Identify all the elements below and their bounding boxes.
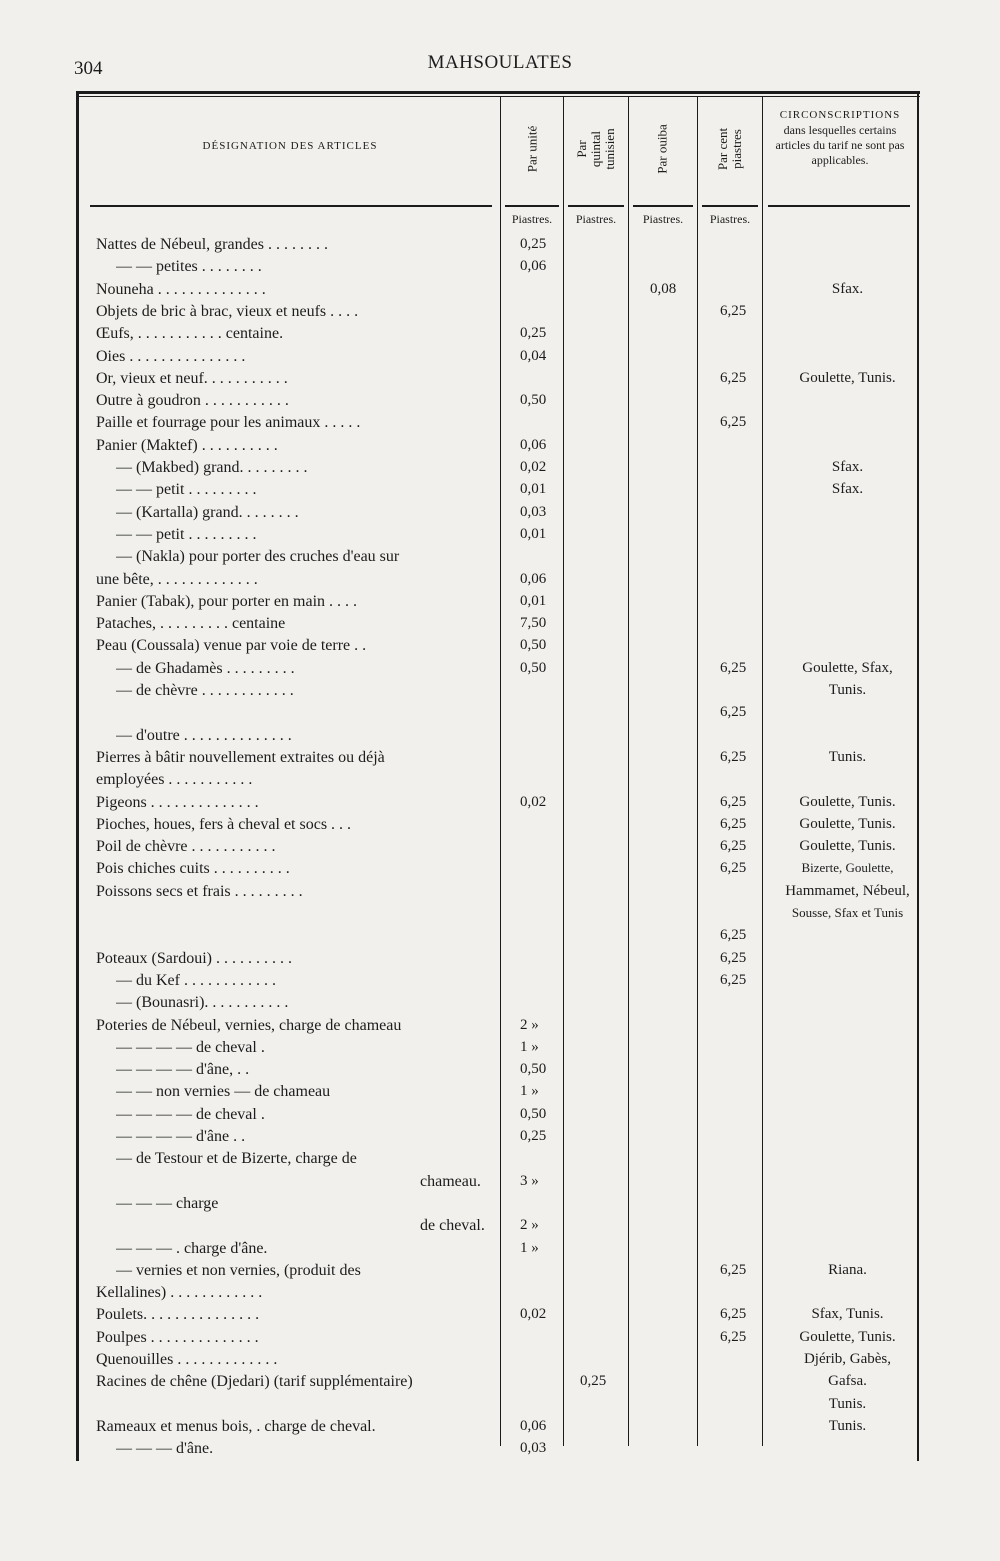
value-v1: 0,25 — [520, 325, 547, 342]
value-v4: 6,25 — [720, 927, 747, 944]
value-v4: 6,25 — [720, 369, 747, 386]
table-row — [0, 972, 1000, 994]
value-v1: 0,04 — [520, 347, 547, 364]
article-label: — (Nakla) pour porter des cruches d'eau sur — [116, 548, 400, 566]
table-row — [0, 303, 1000, 325]
value-v1: 0,25 — [520, 1128, 547, 1144]
value-v1: 0,50 — [520, 637, 547, 654]
header-rule-unit — [505, 205, 559, 207]
value-v4: 6,25 — [720, 971, 747, 988]
value-v4: 6,25 — [720, 1328, 747, 1345]
table-row — [0, 1061, 1000, 1083]
table-row — [0, 905, 1000, 927]
value-v1: 2 » — [520, 1016, 539, 1033]
value-v3: 0,08 — [650, 280, 677, 297]
article-label: Poteries de Nébeul, vernies, charge de chameau — [96, 1016, 402, 1034]
value-v1: 0,50 — [520, 659, 547, 676]
table-row — [0, 571, 1000, 593]
value-v4: 6,25 — [720, 704, 747, 721]
table-row — [0, 258, 1000, 280]
circonscription: Goulette, Tunis. — [799, 1328, 896, 1345]
article-label: Oies . . . . . . . . . . . . . . . — [96, 347, 246, 365]
circonscription: Sfax. — [831, 280, 864, 297]
table-row — [0, 816, 1000, 838]
table-row — [0, 281, 1000, 303]
table-row — [0, 660, 1000, 682]
value-v1: 0,01 — [520, 592, 547, 609]
circonscription: Sfax. — [831, 481, 864, 498]
article-label: — — — — de cheval . — [116, 1038, 265, 1056]
table-row — [0, 771, 1000, 793]
table-row — [0, 1306, 1000, 1328]
circonscription: Tunis. — [828, 1395, 867, 1412]
article-label: chameau. — [420, 1172, 481, 1190]
article-label: de cheval. — [420, 1217, 485, 1235]
circonscription: Sousse, Sfax et Tunis — [791, 905, 904, 920]
table-row — [0, 838, 1000, 860]
value-v1: 2 » — [520, 1217, 539, 1234]
table-row — [0, 526, 1000, 548]
table-row — [0, 994, 1000, 1016]
article-label: — — — . charge d'âne. — [116, 1239, 268, 1257]
article-label: — — petit . . . . . . . . . — [116, 481, 257, 499]
value-v1: 0,03 — [520, 1440, 547, 1457]
table-row — [0, 615, 1000, 637]
table-top-rule-thin — [76, 96, 920, 97]
article-label: Quenouilles . . . . . . . . . . . . . — [96, 1351, 278, 1368]
table-row — [0, 1396, 1000, 1418]
table-row — [0, 1128, 1000, 1150]
article-label: — — — d'âne. — [116, 1440, 214, 1458]
circonscription: Goulette, Sfax, — [802, 659, 893, 676]
table-row — [0, 459, 1000, 481]
value-v4: 6,25 — [720, 1306, 747, 1323]
value-v4: 6,25 — [720, 860, 747, 877]
table-row — [0, 1217, 1000, 1239]
value-v1: 1 » — [520, 1239, 539, 1256]
table-row — [0, 682, 1000, 704]
article-label: — de chèvre . . . . . . . . . . . . — [116, 682, 294, 699]
article-label: — (Bounasri). . . . . . . . . . . — [116, 994, 289, 1012]
table-top-rule — [76, 91, 920, 94]
table-row — [0, 704, 1000, 726]
circonscription: Goulette, Tunis. — [799, 369, 896, 386]
article-label: Poulpes . . . . . . . . . . . . . . — [96, 1328, 259, 1346]
table-row — [0, 1351, 1000, 1373]
circonscription: Goulette, Tunis. — [799, 838, 896, 855]
article-label: — — petit . . . . . . . . . — [116, 525, 257, 543]
value-v2: 0,25 — [580, 1373, 607, 1390]
article-label: Paille et fourrage pour les animaux . . . . . — [96, 414, 361, 432]
table-row — [0, 504, 1000, 526]
table-row — [0, 1373, 1000, 1395]
value-v4: 6,25 — [720, 414, 747, 431]
unit-label-4: Piastres. — [709, 212, 751, 226]
article-label: Pois chiches cuits . . . . . . . . . . — [96, 860, 290, 878]
table-row — [0, 414, 1000, 436]
value-v1: 1 » — [520, 1083, 539, 1100]
article-label: Rameaux et menus bois, . charge de cheval. — [96, 1417, 376, 1435]
value-v1: 0,50 — [520, 1061, 547, 1078]
table-row — [0, 637, 1000, 659]
circonscription: Goulette, Tunis. — [799, 793, 896, 810]
table-row — [0, 1017, 1000, 1039]
header-designation: DÉSIGNATION DES ARTICLES — [202, 140, 378, 152]
article-label: Œufs, . . . . . . . . . . . centaine. — [96, 325, 284, 343]
article-label: — — petites . . . . . . . . — [116, 258, 262, 276]
table-row — [0, 1173, 1000, 1195]
article-label: Pataches, . . . . . . . . . centaine — [96, 615, 286, 633]
table-row — [0, 1106, 1000, 1128]
circonscription: Sfax. — [831, 459, 864, 475]
article-label: Poteaux (Sardoui) . . . . . . . . . . — [96, 949, 292, 967]
running-head: MAHSOULATES — [427, 52, 573, 73]
value-v1: 0,50 — [520, 392, 547, 409]
table-row — [0, 1440, 1000, 1462]
table-row — [0, 927, 1000, 949]
article-label: Peau (Coussala) venue par voie de terre . . — [96, 637, 367, 655]
table-row — [0, 548, 1000, 570]
unit-label-3: Piastres. — [642, 212, 684, 226]
circonscription: Tunis. — [828, 748, 867, 765]
article-label: — vernies et non vernies, (produit des — [116, 1261, 361, 1279]
table-row — [0, 727, 1000, 749]
unit-label-2: Piastres. — [575, 212, 617, 226]
table-row — [0, 794, 1000, 816]
circonscription: Goulette, Tunis. — [799, 815, 896, 832]
article-label: employées . . . . . . . . . . . — [96, 771, 253, 789]
header-rule-quintal — [568, 205, 624, 207]
value-v1: 0,01 — [520, 525, 547, 542]
value-v1: 0,02 — [520, 793, 547, 810]
value-v4: 6,25 — [720, 302, 747, 319]
table-row — [0, 348, 1000, 370]
table-row — [0, 481, 1000, 503]
value-v1: 0,25 — [520, 236, 547, 252]
page-number: 304 — [74, 58, 103, 79]
table-row — [0, 1418, 1000, 1440]
article-label: — de Testour et de Bizerte, charge de — [116, 1150, 357, 1168]
value-v4: 6,25 — [720, 815, 747, 832]
table-row — [0, 1039, 1000, 1061]
article-label: — — — — d'âne, . . — [116, 1061, 250, 1079]
article-label: — — — — de cheval . — [116, 1105, 265, 1123]
article-label: une bête, . . . . . . . . . . . . . — [96, 570, 258, 588]
article-label: Poulets. . . . . . . . . . . . . . . — [96, 1306, 260, 1324]
value-v1: 1 » — [520, 1038, 539, 1055]
article-label: — — — — d'âne . . — [116, 1128, 246, 1145]
value-v1: 0,06 — [520, 570, 547, 587]
value-v4: 6,25 — [720, 838, 747, 855]
table-row — [0, 370, 1000, 392]
article-label: Pigeons . . . . . . . . . . . . . . — [96, 793, 259, 811]
circonscription: Tunis. — [828, 1417, 867, 1434]
table-row — [0, 437, 1000, 459]
article-label: Nouneha . . . . . . . . . . . . . . — [96, 280, 266, 298]
article-label: Panier (Tabak), pour porter en main . . . . — [96, 592, 358, 610]
article-label: — (Kartalla) grand. . . . . . . . — [116, 503, 299, 521]
article-label: — d'outre . . . . . . . . . . . . . . — [116, 726, 292, 744]
value-v4: 6,25 — [720, 1261, 747, 1278]
header-circonscriptions: CIRCONSCRIPTIONS dans lesquelles certains articles du tarif ne sont pas applicables. — [775, 109, 905, 167]
table-row — [0, 1150, 1000, 1172]
value-v4: 6,25 — [720, 793, 747, 810]
article-label: Kellalines) . . . . . . . . . . . . — [96, 1284, 263, 1302]
article-label: Pioches, houes, fers à cheval et socs . . . — [96, 815, 352, 833]
value-v1: 0,06 — [520, 1417, 547, 1434]
article-label: Nattes de Nébeul, grandes . . . . . . . . — [96, 236, 328, 253]
value-v1: 0,01 — [520, 481, 547, 498]
circonscription: Hammamet, Nébeul, — [785, 882, 910, 899]
unit-label-1: Piastres. — [511, 212, 553, 226]
table-row — [0, 1240, 1000, 1262]
article-label: Panier (Maktef) . . . . . . . . . . — [96, 436, 278, 454]
value-v4: 6,25 — [720, 949, 747, 966]
article-label: Racines de chêne (Djedari) (tarif supplémentaire) — [96, 1373, 413, 1391]
article-label: Pierres à bâtir nouvellement extraites ou déjà — [96, 748, 385, 766]
table-row — [0, 860, 1000, 882]
header-par-unite: Par unité — [523, 125, 539, 173]
article-label: Outre à goudron . . . . . . . . . . . — [96, 392, 289, 410]
circonscription: Djérib, Gabès, — [803, 1351, 892, 1367]
value-v1: 0,02 — [520, 459, 547, 475]
value-v1: 0,06 — [520, 436, 547, 453]
table-row — [0, 236, 1000, 258]
table-row — [0, 950, 1000, 972]
header-par-quintal: Par quintal tunisien — [574, 128, 617, 170]
table-row — [0, 1083, 1000, 1105]
table-row — [0, 392, 1000, 414]
article-label: — (Makbed) grand. . . . . . . . . — [116, 459, 308, 476]
value-v1: 0,03 — [520, 503, 547, 520]
header-rule-ouiba — [633, 205, 693, 207]
circonscription: Tunis. — [828, 682, 867, 698]
article-label: — du Kef . . . . . . . . . . . . — [116, 971, 276, 989]
value-v1: 0,06 — [520, 258, 547, 275]
article-label: Poil de chèvre . . . . . . . . . . . — [96, 838, 276, 856]
table-row — [0, 325, 1000, 347]
header-par-ouiba: Par ouiba — [655, 124, 670, 174]
circonscription: Gafsa. — [828, 1373, 867, 1390]
table-row — [0, 1262, 1000, 1284]
table-row — [0, 1195, 1000, 1217]
table-row — [0, 749, 1000, 771]
value-v4: 6,25 — [720, 659, 747, 676]
article-label: — de Ghadamès . . . . . . . . . — [116, 659, 295, 677]
article-label: — — non vernies — de chameau — [116, 1083, 331, 1101]
table-row — [0, 593, 1000, 615]
table-row — [0, 1284, 1000, 1306]
value-v1: 0,02 — [520, 1306, 547, 1323]
table-row — [0, 1329, 1000, 1351]
article-label: Objets de bric à brac, vieux et neufs . . . . — [96, 302, 359, 320]
value-v1: 7,50 — [520, 615, 547, 632]
article-label: Poissons secs et frais . . . . . . . . . — [96, 882, 303, 900]
header-rule-designation — [90, 205, 492, 207]
value-v4: 6,25 — [720, 748, 747, 765]
table-row — [0, 883, 1000, 905]
value-v1: 0,50 — [520, 1105, 547, 1122]
article-label: Or, vieux et neuf. . . . . . . . . . . — [96, 369, 288, 387]
header-par-cent: Par cent piastres — [715, 127, 744, 171]
circonscription: Sfax, Tunis. — [811, 1306, 884, 1323]
circonscription: Bizerte, Goulette, — [801, 860, 894, 876]
value-v1: 3 » — [520, 1172, 539, 1189]
header-rule-cent — [702, 205, 758, 207]
header-rule-circ — [768, 205, 910, 207]
article-label: — — — charge — [116, 1194, 219, 1212]
circonscription: Riana. — [828, 1261, 867, 1278]
